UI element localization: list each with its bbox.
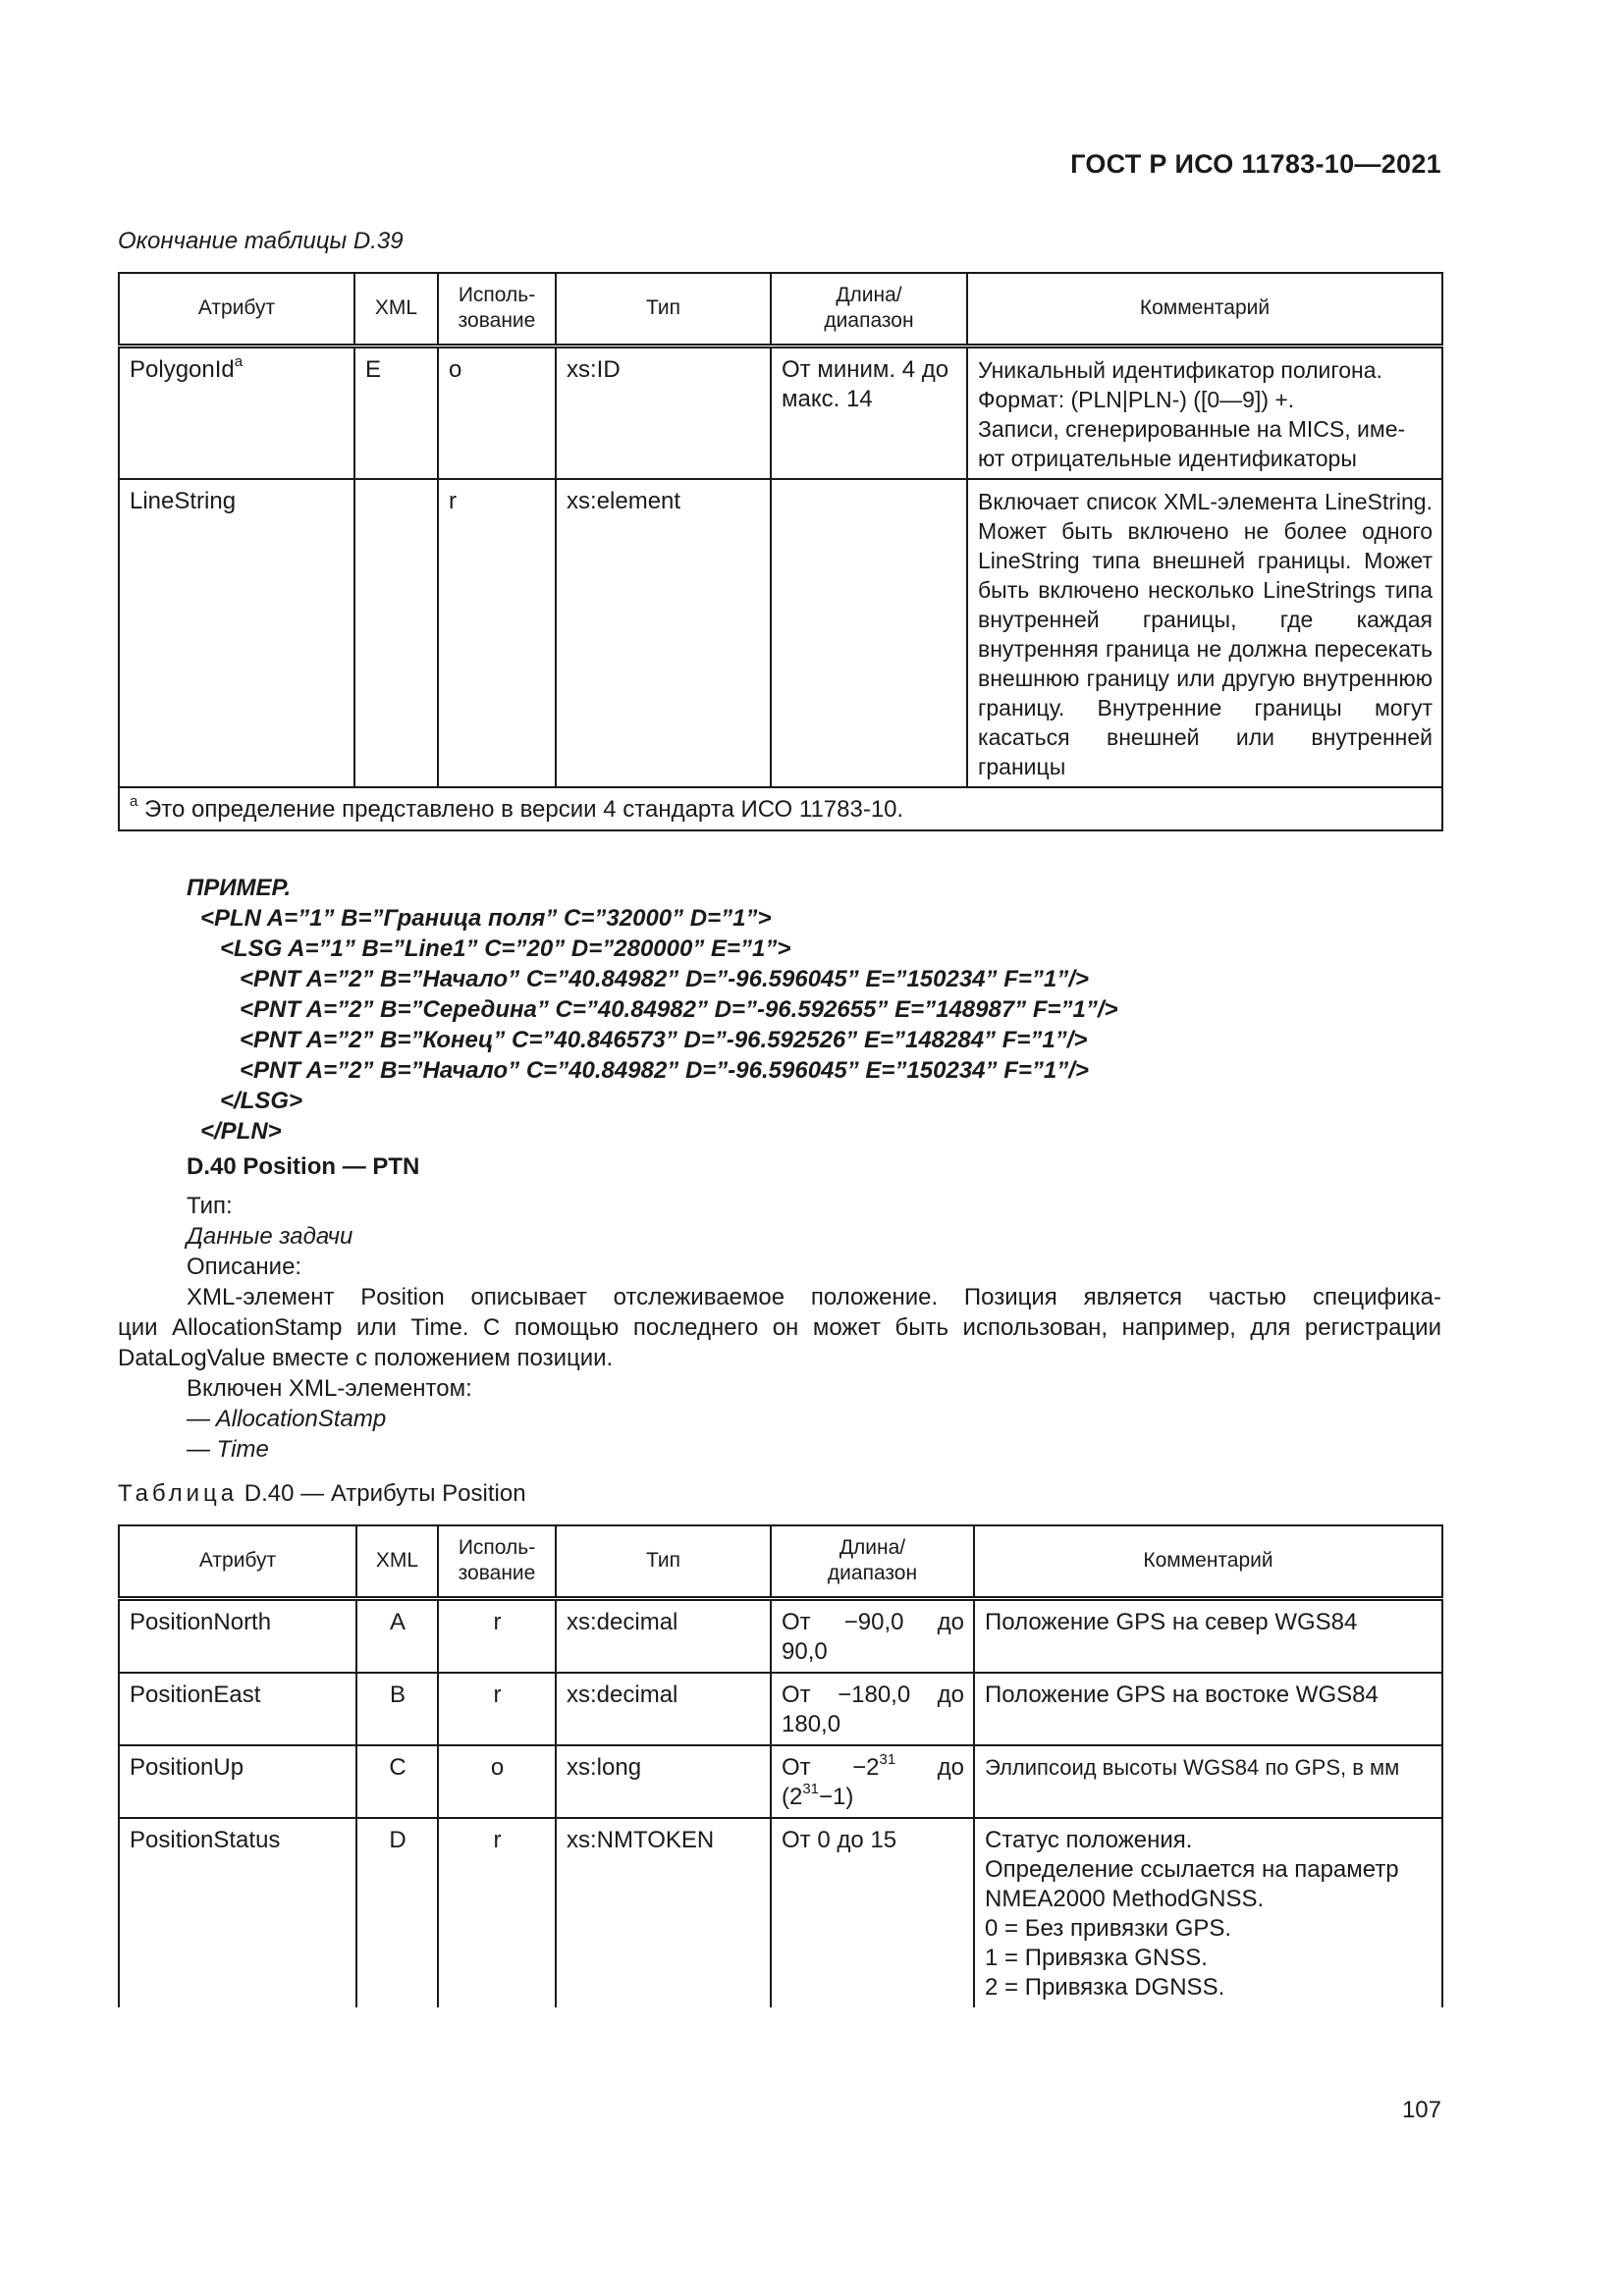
code-line: <PNT A=”2” B=”Начало” C=”40.84982” D=”-96.596045” E=”150234” F=”1”/> xyxy=(240,1057,1089,1084)
comment-cell: Статус положения. Определение ссылается на параметр NMEA2000 MethodGNSS. 0 = Без привязки GPS. 1 = Привязка GNSS. 2 = Привязка DGNSS. xyxy=(974,1818,1442,2007)
table-continuation-caption: Окончание таблицы D.39 xyxy=(118,228,404,254)
attribute-cell: PositionNorth xyxy=(119,1598,356,1673)
column-header: Тип xyxy=(556,1525,771,1598)
type-label: Тип: xyxy=(187,1193,233,1219)
comment-cell: Включает список XML-элемента LineString. Может быть включено не более одного LineString типа внешней границы. Может быть включено несколько LineStrings типа внутренней границы, где каждая внутренняя граница не должна пересекать внешнюю границу или другую внутреннюю границу. Внутренние границы могут касаться внешней или внутренней границы xyxy=(967,479,1442,787)
included-label: Включен XML-элементом: xyxy=(187,1375,472,1402)
xml-cell: D xyxy=(356,1818,438,2007)
type-cell: xs:decimal xyxy=(556,1673,771,1745)
table-row xyxy=(119,1745,1442,1818)
section-body xyxy=(118,1191,1441,1465)
table-footnote: $^a$ Это определение представлено в версии 4 стандарта ИСО 11783-10. xyxy=(119,787,1442,830)
attribute-cell: PositionUp xyxy=(119,1745,356,1818)
table-row xyxy=(119,1598,1442,1673)
table-d40 xyxy=(118,1524,1443,2007)
xml-cell: B xyxy=(356,1673,438,1745)
usage-cell: r xyxy=(438,1673,556,1745)
column-header: Исполь- зование xyxy=(438,273,556,346)
description-text: ции AllocationStamp или Time. С помощью последнего он может быть использован, например, для регистрации DataLogValue вместе с положением позиции. xyxy=(118,1314,1441,1371)
attribute-cell: LineString xyxy=(119,479,354,787)
example-block xyxy=(187,873,1118,1147)
column-header: Длина/ диапазон xyxy=(771,273,967,346)
table-d39 xyxy=(118,272,1443,831)
xml-cell xyxy=(354,479,438,787)
table-header-row xyxy=(119,1525,1442,1598)
column-header: Комментарий xyxy=(974,1525,1442,1598)
comment-cell: Уникальный идентификатор полигона. Формат: (PLN|PLN-) ([0—9]) +. Записи, сгенерированные на MICS, име- ют отрицательные идентификаторы xyxy=(967,346,1442,479)
standard-header: ГОСТ Р ИСО 11783-10—2021 xyxy=(1070,149,1441,179)
page-number: 107 xyxy=(1401,2097,1441,2123)
table-caption: Таблица D.40 — Атрибуты Position xyxy=(118,1480,526,1507)
xml-cell: A xyxy=(356,1598,438,1673)
usage-cell: o xyxy=(438,346,556,479)
table-row xyxy=(119,346,1442,479)
attribute-cell: PositionStatus xyxy=(119,1818,356,2007)
code-line: <LSG A=”1” B=”Line1” C=”20” D=”280000” E=”1”> xyxy=(220,935,791,962)
code-line: </PLN> xyxy=(200,1118,282,1145)
code-line: <PNT A=”2” B=”Начало” C=”40.84982” D=”-96.596045” E=”150234” F=”1”/> xyxy=(240,966,1089,992)
range-cell: От $-2^{31}$ до $(2^{31}-1)$ xyxy=(771,1745,974,1818)
range-cell: От −180,0 до 180,0 xyxy=(771,1673,974,1745)
xml-cell: E xyxy=(354,346,438,479)
column-header: XML xyxy=(354,273,438,346)
column-header: Длина/ диапазон xyxy=(771,1525,974,1598)
comment-cell: Положение GPS на север WGS84 xyxy=(974,1598,1442,1673)
type-cell: xs:ID xyxy=(556,346,771,479)
included-item: — Time xyxy=(187,1436,269,1463)
column-header: Тип xyxy=(556,273,771,346)
column-header: Атрибут xyxy=(119,1525,356,1598)
code-line: <PNT A=”2” B=”Середина” C=”40.84982” D=”-96.592655” E=”148987” F=”1”/> xyxy=(240,996,1118,1023)
usage-cell: r xyxy=(438,1598,556,1673)
type-cell: xs:element xyxy=(556,479,771,787)
xml-cell: C xyxy=(356,1745,438,1818)
usage-cell: o xyxy=(438,1745,556,1818)
attribute-cell: PolygonId$^a$ xyxy=(119,346,354,479)
table-row xyxy=(119,479,1442,787)
range-cell: От 0 до 15 xyxy=(771,1818,974,2007)
type-cell: xs:decimal xyxy=(556,1598,771,1673)
section-title: D.40 Position — PTN xyxy=(187,1153,420,1180)
table-row xyxy=(119,1673,1442,1745)
description-text: XML-элемент Position описывает отслеживаемое положение. Позиция является частью специфика- xyxy=(187,1284,1441,1310)
type-cell: xs:long xyxy=(556,1745,771,1818)
footnote-row xyxy=(119,787,1442,830)
usage-cell: r xyxy=(438,479,556,787)
type-cell: xs:NMTOKEN xyxy=(556,1818,771,2007)
column-header: Комментарий xyxy=(967,273,1442,346)
description-label: Описание: xyxy=(187,1254,302,1280)
range-cell xyxy=(771,479,967,787)
range-cell: От миним. 4 до макс. 14 xyxy=(771,346,967,479)
usage-cell: r xyxy=(438,1818,556,2007)
column-header: Исполь- зование xyxy=(438,1525,556,1598)
included-item: — AllocationStamp xyxy=(187,1406,387,1432)
column-header: XML xyxy=(356,1525,438,1598)
table-header-row xyxy=(119,273,1442,346)
table-row xyxy=(119,1818,1442,2007)
type-value: Данные задачи xyxy=(187,1223,353,1250)
comment-cell: Положение GPS на востоке WGS84 xyxy=(974,1673,1442,1745)
comment-cell: Эллипсоид высоты WGS84 по GPS, в мм xyxy=(974,1745,1442,1818)
attribute-cell: PositionEast xyxy=(119,1673,356,1745)
column-header: Атрибут xyxy=(119,273,354,346)
example-label: ПРИМЕР. xyxy=(187,875,292,901)
code-line: <PNT A=”2” B=”Конец” C=”40.846573” D=”-96.592526” E=”148284” F=”1”/> xyxy=(240,1027,1088,1053)
code-line: </LSG> xyxy=(220,1088,303,1114)
range-cell: От −90,0 до 90,0 xyxy=(771,1598,974,1673)
code-line: <PLN A=”1” B=”Граница поля” C=”32000” D=”1”> xyxy=(200,905,772,932)
